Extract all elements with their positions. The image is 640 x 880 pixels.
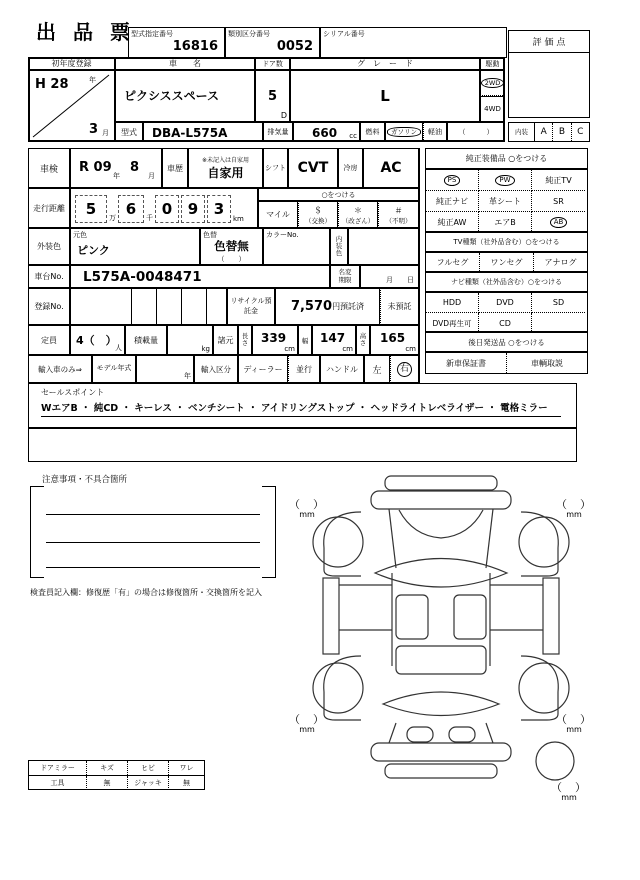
- length-unit: cm: [284, 345, 295, 353]
- acc-tool-value: 無: [87, 776, 128, 790]
- dimensions-label: 諸元: [213, 325, 238, 355]
- import-label: 輸入車のみ⇒: [28, 355, 92, 383]
- doors-label: ドア数: [255, 57, 290, 70]
- page-title: 出 品 票: [36, 20, 135, 44]
- repaint-label: 色替: [203, 231, 217, 239]
- accessories-table: [28, 760, 205, 790]
- repaint-value: 色替無: [214, 239, 249, 253]
- length-value: 339: [261, 331, 287, 345]
- tread-marker-rear-left: （ ） mm: [289, 713, 325, 735]
- recycle-amount: 7,570: [290, 299, 333, 314]
- recycle-not-deposited: 未預託: [380, 288, 420, 325]
- color-no-label: カラーNo.: [266, 231, 299, 239]
- sales-points-label: セールスポイント: [41, 388, 105, 397]
- acc-door-mirror: ドアミラー: [29, 761, 87, 775]
- first-reg-label: 初年度登録: [28, 57, 115, 70]
- model-label: 型式: [115, 122, 143, 142]
- import-year-suffix: 年: [184, 372, 191, 380]
- notes-line-3: [46, 567, 260, 568]
- equip-abs: AB: [532, 212, 585, 233]
- drive-label: 駆動: [480, 57, 505, 70]
- length-cell: [252, 325, 298, 355]
- rating-box: [508, 30, 590, 118]
- load-label: 積載量: [125, 325, 167, 355]
- rating-label: 評 価 点: [509, 31, 589, 53]
- field-model-designation: [128, 27, 225, 58]
- field-serial: [320, 27, 507, 58]
- navi-empty: [532, 313, 585, 333]
- inspection-label: 車検: [28, 148, 70, 188]
- orig-color-label: 元色: [73, 231, 87, 239]
- notes-label: 注意事項・不具合箇所: [42, 475, 128, 485]
- chassis-label: 車台No.: [28, 265, 70, 288]
- inspection-month: 8: [129, 160, 139, 175]
- tv-type-row: [425, 252, 588, 272]
- classification-label: 類別区分番号: [228, 30, 270, 38]
- width-label: 幅: [298, 325, 312, 355]
- ship-manual: 車輌取説: [531, 358, 563, 368]
- acc-jack: ジャッキ: [128, 776, 169, 790]
- length-label: 長さ: [238, 325, 252, 355]
- equip-genuine-tv: 純正TV: [532, 170, 585, 191]
- history-value: 自家用: [207, 166, 244, 180]
- drive-2wd: [480, 70, 505, 96]
- fuel-diesel-label: 軽油: [423, 122, 447, 142]
- capacity-label: 定員: [28, 325, 70, 355]
- first-reg-month: 3: [88, 122, 98, 137]
- navi-dvd: DVD: [479, 293, 532, 313]
- height-label: 高さ: [356, 325, 370, 355]
- mileage-digit-3: 3: [207, 195, 231, 223]
- tread-marker-spare: （ ） mm: [551, 781, 587, 803]
- equip-leather-seat: 革シート: [479, 191, 532, 212]
- fuel-gasoline-value: ガソリン: [387, 127, 421, 138]
- mileage-label: 走行距離: [28, 188, 70, 228]
- interior-color-label: 内装色: [330, 228, 348, 265]
- acc-scratch: キズ: [87, 761, 128, 775]
- fuel-gasoline: [385, 122, 423, 142]
- mileage-unit: km: [233, 215, 244, 223]
- mileage-digit-2: 9: [181, 195, 205, 223]
- interior-grade-a: A: [535, 123, 553, 141]
- handle-label: ハンドル: [320, 355, 364, 383]
- tamper-mark: ＊: [354, 205, 362, 215]
- cooling-value: AC: [363, 148, 420, 188]
- load-cell: [167, 325, 213, 355]
- tamper-sub: （改ざん）: [341, 216, 375, 225]
- exchange-sub: （交換）: [305, 216, 331, 225]
- recycle-cell: [275, 288, 380, 325]
- doors-cell: [255, 70, 290, 122]
- capacity-cell: [70, 325, 125, 355]
- inspection-year-suffix: 年: [113, 172, 120, 180]
- inspection-cell: [70, 148, 162, 188]
- model-designation-label: 型式指定番号: [131, 30, 173, 38]
- shift-value: CVT: [288, 148, 338, 188]
- shift-label: シフト: [263, 148, 288, 188]
- load-unit: kg: [201, 345, 210, 353]
- interior-color-cell: [348, 228, 420, 265]
- model-designation-value: 16816: [172, 39, 218, 54]
- history-cell: [188, 148, 263, 188]
- import-model-year-cell: [136, 355, 194, 383]
- registration-cell: [70, 288, 227, 325]
- fuel-label: 燃料: [360, 122, 385, 142]
- exchange-mark: ＄: [314, 205, 322, 215]
- tread-marker-front-right: （ ） mm: [556, 498, 592, 520]
- tv-one-seg: ワンセグ: [480, 253, 534, 271]
- navi-cd: CD: [479, 313, 532, 333]
- fuel-diesel-paren: （ ）: [447, 122, 505, 142]
- car-name-value: ピクシススペース: [124, 89, 220, 103]
- car-top-view-diagram: [295, 470, 585, 790]
- capacity-unit: 人: [115, 344, 122, 352]
- displacement-label: 排気量: [263, 122, 293, 142]
- serial-label: シリアル番号: [323, 30, 365, 38]
- interior-label: 内装: [509, 123, 535, 141]
- first-reg-cell: [28, 70, 115, 142]
- height-value: 165: [380, 331, 406, 345]
- height-cell: [370, 325, 420, 355]
- equip-genuine-aw: 純正AW: [426, 212, 479, 233]
- doors-value: 5: [267, 88, 278, 104]
- mileage-mile: マイル: [258, 201, 298, 228]
- mileage-sen-unit: 千: [146, 214, 153, 222]
- notes-bracket-right: [262, 486, 276, 578]
- first-reg-year-suffix: 年: [89, 76, 96, 84]
- equipment-header: 純正装備品 ○をつける: [425, 148, 588, 169]
- ship-later-header: 後日発送品 ○をつける: [425, 332, 588, 352]
- navi-grid: [425, 292, 588, 332]
- equip-pw: PW: [479, 170, 532, 191]
- mileage-man-unit: 万: [109, 214, 116, 222]
- ship-later-row: [425, 352, 588, 374]
- acc-tool: 工具: [29, 776, 87, 790]
- equip-airbag: エアB: [479, 212, 532, 233]
- orig-color-value: ピンク: [77, 244, 110, 257]
- sales-points-box: [28, 383, 577, 428]
- interior-grade-c: C: [577, 127, 584, 137]
- width-value: 147: [320, 331, 346, 345]
- classification-value: 0052: [276, 39, 313, 54]
- tv-type-header: TV種類（社外品含む）○をつける: [425, 232, 588, 252]
- inspection-month-suffix: 月: [148, 172, 155, 180]
- inspection-value: R 09: [79, 160, 112, 175]
- equipment-grid: [425, 169, 588, 232]
- mileage-cell: [70, 188, 258, 228]
- acc-split: ワレ: [179, 764, 194, 772]
- equip-ps: PS: [426, 170, 479, 191]
- displacement-cell: [293, 122, 360, 142]
- orig-color-cell: [70, 228, 200, 265]
- notes-line-2: [46, 542, 260, 543]
- notes-bracket-left: [30, 486, 44, 578]
- tv-analog: アナログ: [544, 257, 577, 267]
- registration-label: 登録No.: [28, 288, 70, 325]
- repaint-cell: [200, 228, 263, 265]
- displacement-value: 660: [312, 126, 338, 140]
- car-name-label: 車 名: [115, 57, 255, 70]
- ship-warranty: 新車保証書: [426, 353, 507, 373]
- field-classification: [225, 27, 320, 58]
- mileage-tamper: [338, 201, 378, 228]
- handle-right: [390, 355, 420, 383]
- capacity-value: 4（ ）: [76, 334, 117, 347]
- width-unit: cm: [342, 345, 353, 353]
- handle-left: 左: [364, 355, 390, 383]
- handle-right-value: 右: [397, 362, 412, 377]
- grade-label: グ レ ー ド: [290, 57, 480, 70]
- mileage-exchange: [298, 201, 338, 228]
- name-change-label: 名変期限: [330, 265, 360, 288]
- name-change-date-cell: [360, 265, 420, 288]
- repaint-paren: （ ）: [217, 255, 246, 263]
- doors-sub: D: [280, 111, 287, 120]
- import-dealer: ディーラー: [238, 355, 288, 383]
- name-change-date-label: 月 日: [386, 276, 414, 284]
- car-name-cell: [115, 70, 255, 122]
- empty-row: [28, 428, 577, 462]
- grade-value: L: [290, 70, 480, 122]
- import-model-year-label: モデル年式: [92, 355, 136, 383]
- recycle-label: リサイクル預託金: [227, 288, 275, 325]
- model-cell: [143, 122, 263, 142]
- exterior-label: 外装色: [28, 228, 70, 265]
- inspector-note: 検査員記入欄：修復歴「有」の場合は修復箇所・交換箇所を記入: [30, 588, 262, 597]
- navi-sd: SD: [532, 293, 585, 313]
- chassis-cell: [70, 265, 330, 288]
- interior-grade-b: B: [553, 123, 571, 141]
- first-reg-year: H 28: [35, 77, 69, 92]
- chassis-value: L575A-0048471: [83, 269, 202, 285]
- sales-points-text: WエアB ・ 純CD ・ キーレス ・ ベンチシート ・ アイドリングストップ ・ ヘッドライトレベライザー ・ 電格ミラー: [41, 400, 561, 417]
- drive-4wd: 4WD: [480, 96, 505, 122]
- navi-dvd-playable: DVD再生可: [426, 313, 479, 333]
- recycle-amount-suffix: 円預託済: [332, 302, 365, 311]
- mileage-sen-digit: 6: [118, 195, 144, 223]
- color-no-cell: [263, 228, 330, 265]
- import-type-label: 輸入区分: [194, 355, 238, 383]
- import-parallel: 並行: [288, 355, 320, 383]
- tread-marker-rear-right: （ ） mm: [556, 713, 592, 735]
- drive-2wd-value: 2WD: [481, 78, 505, 89]
- navi-hdd: HDD: [426, 293, 479, 313]
- tread-marker-front-left: （ ） mm: [289, 498, 325, 520]
- acc-jack-value: 無: [183, 779, 190, 787]
- acc-crack: ヒビ: [128, 761, 169, 775]
- cooling-label: 冷房: [338, 148, 363, 188]
- equip-sunroof: SR: [532, 191, 585, 212]
- displacement-unit: cc: [349, 132, 357, 140]
- history-note: ※未記入は自家用: [201, 157, 250, 164]
- width-cell: [312, 325, 356, 355]
- equip-genuine-navi: 純正ナビ: [426, 191, 479, 212]
- mileage-unknown: [378, 201, 420, 228]
- notes-line-1: [46, 514, 260, 515]
- unknown-sub: （不明）: [385, 216, 412, 225]
- unknown-mark: ＃: [394, 205, 403, 215]
- navi-type-header: ナビ種類（社外品含む）○をつける: [425, 272, 588, 292]
- model-value: DBA-L575A: [152, 126, 228, 140]
- history-label: 車歴: [162, 148, 188, 188]
- mileage-digit-1: 0: [155, 195, 179, 223]
- interior-grade-row: [508, 122, 590, 142]
- mileage-mark-header: ○をつける: [258, 188, 420, 201]
- first-reg-month-suffix: 月: [102, 129, 109, 137]
- height-unit: cm: [405, 345, 416, 353]
- tv-full-seg: フルセグ: [426, 253, 480, 271]
- mileage-man-digit: 5: [75, 195, 107, 223]
